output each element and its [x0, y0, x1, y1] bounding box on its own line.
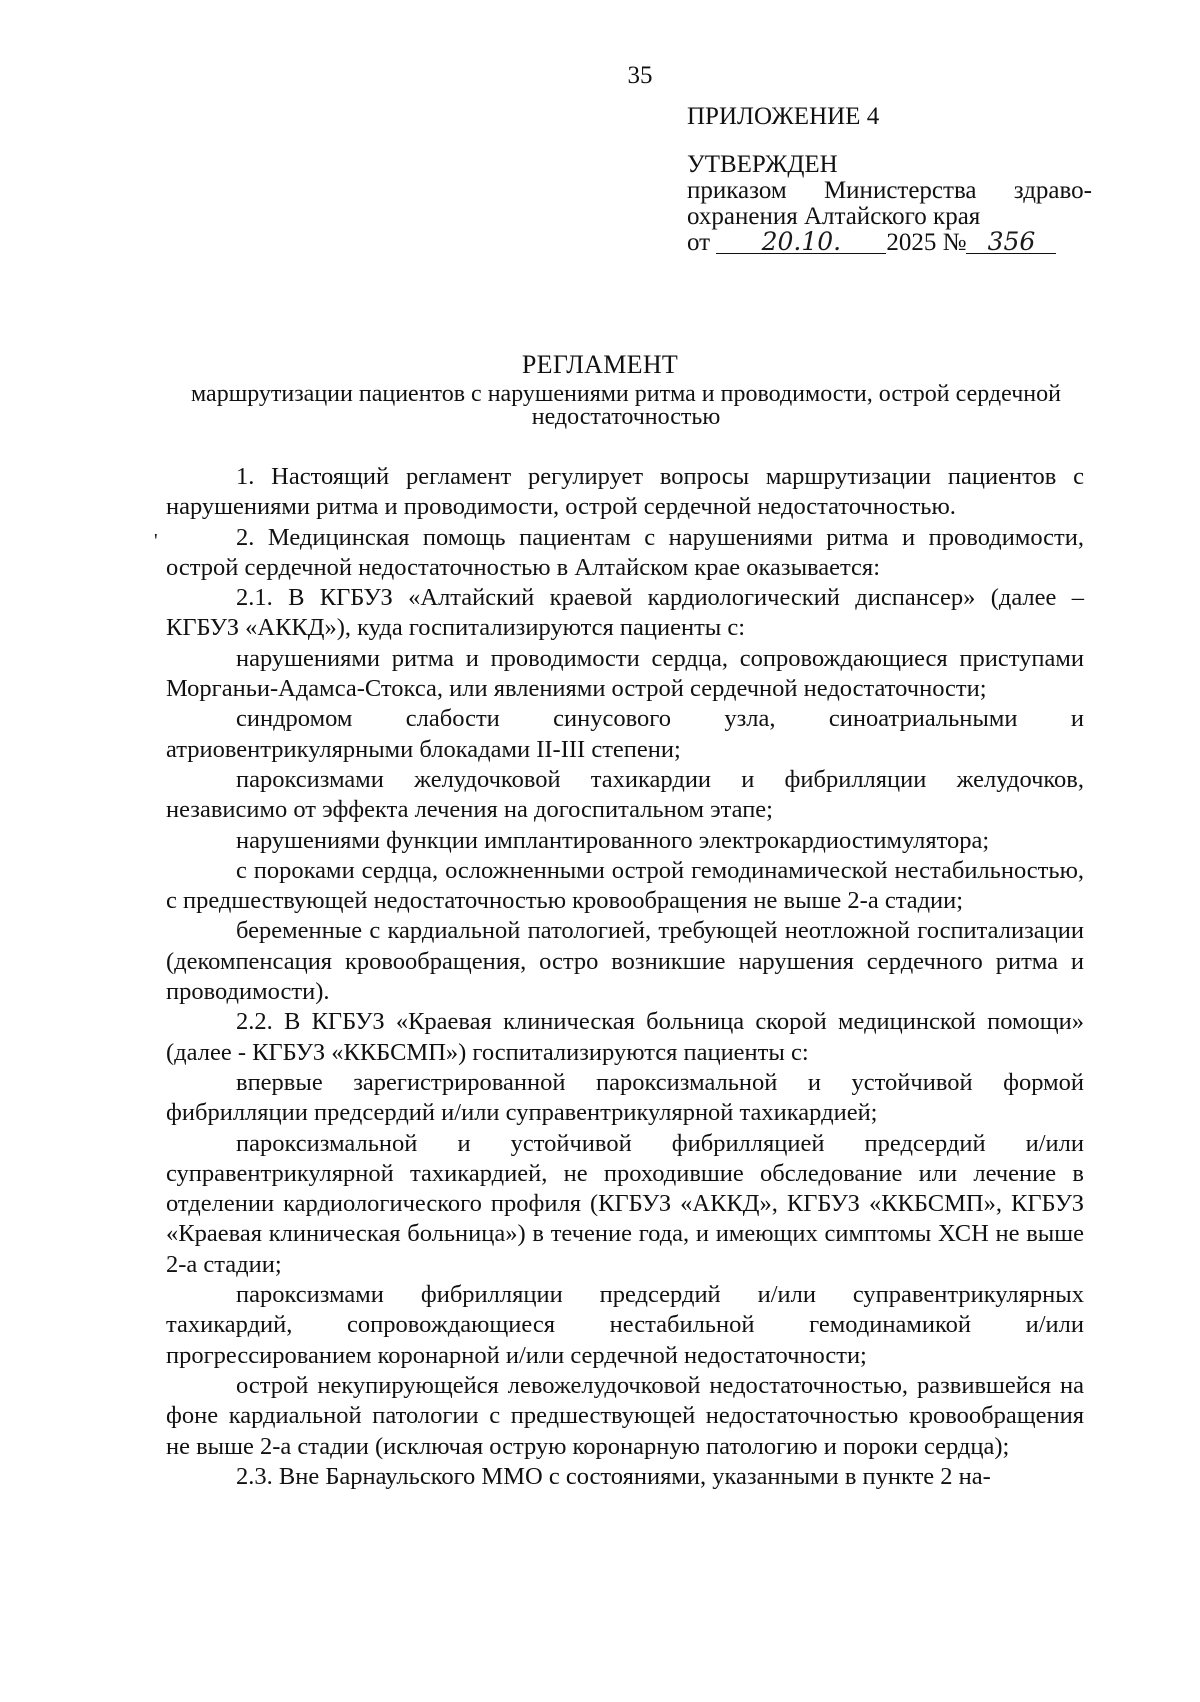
paragraph: 2.2. В КГБУЗ «Краевая клиническая больница скорой медицинской помощи» (далее - КГБУЗ «ККБСМП») госпитализируются пациенты с:	[166, 1008, 1084, 1066]
paragraph: 2.1. В КГБУЗ «Алтайский краевой кардиологический диспансер» (далее – КГБУЗ «АККД»), куда госпитализируются пациенты с:	[166, 584, 1084, 642]
order-year: 2025	[886, 229, 937, 256]
order-date-line	[687, 227, 1092, 256]
paragraph: беременные с кардиальной патологией, требующей неотложной госпитализации (декомпенсация кровообращения, остро возникшие нарушения сердечного ритма и проводимости).	[166, 917, 1084, 1006]
paragraph: с пороками сердца, осложненными острой гемодинамической нестабильностью, с предшествующей недостаточностью кровообращения не выше 2-а стадии;	[166, 856, 1084, 915]
number-sign: №	[942, 229, 967, 256]
paragraph: пароксизмами желудочковой тахикардии и фибрилляции желудочков, независимо от эффекта лечения на догоспитальном этапе;	[166, 765, 1084, 824]
approved-by-word-2: Министерства	[823, 177, 977, 204]
approved-heading: УТВЕРЖДЕН	[687, 151, 838, 178]
page-number: 35	[627, 62, 653, 89]
paragraph: синдромом слабости синусового узла, синоатриальными и атриовентрикулярными блокадами II-III степени;	[166, 705, 1084, 763]
stray-mark: '	[154, 530, 158, 552]
paragraph: 1. Настоящий регламент регулирует вопросы маршрутизации пациентов с нарушениями ритма и проводимости, острой сердечной недостаточностью.	[166, 463, 1084, 521]
body-text	[166, 462, 1084, 1492]
paragraph: нарушениями ритма и проводимости сердца, сопровождающиеся приступами Морганьи-Адамса-Стокса, или явлениями острой сердечной недостаточности;	[166, 644, 1084, 703]
paragraph: острой некупирующейся левожелудочковой недостаточностью, развившейся на фоне кардиальной патологии с предшествующей недостаточностью кровообращения не выше 2-а стадии (исключая острую коронарную патологию и пороки сердца);	[166, 1371, 1084, 1460]
paragraph: впервые зарегистрированной пароксизмальной и устойчивой формой фибрилляции предсердий и/или суправентрикулярной тахикардией;	[166, 1068, 1084, 1127]
handwritten-date: 20.10.	[716, 231, 886, 254]
approved-by-word-3: здраво-	[1013, 177, 1092, 204]
paragraph: пароксизмальной и устойчивой фибрилляцией предсердий и/или суправентрикулярной тахикардией, не проходившие обследование или лечение в отделении кардиологического профиля (КГБУЗ «АККД», КГБУЗ «ККБСМП», КГБУЗ «Краевая клиническая больница») в течение года, и имеющих симптомы ХСН не выше 2-а стадии;	[166, 1129, 1084, 1278]
document-title: РЕГЛАМЕНТ	[521, 350, 679, 379]
date-prefix: от	[687, 229, 711, 256]
paragraph: 2. Медицинская помощь пациентам с нарушениями ритма и проводимости, острой сердечной недостаточностью в Алтайском крае оказывается:	[166, 523, 1084, 581]
paragraph: пароксизмами фибрилляции предсердий и/или суправентрикулярных тахикардий, сопровождающиеся нестабильной гемодинамикой и/или прогрессированием коронарной и/или сердечной недостаточности;	[166, 1281, 1084, 1369]
handwritten-order-number: 356	[966, 231, 1056, 254]
paragraph: нарушениями функции имплантированного электрокардиостимулятора;	[236, 826, 990, 854]
approved-by-line-1	[687, 178, 1092, 204]
appendix-title: ПРИЛОЖЕНИЕ 4	[687, 103, 880, 130]
paragraph: 2.3. Вне Барнаульского ММО с состояниями, указанными в пункте 2 на-	[236, 1462, 991, 1490]
approved-by-line-2: охранения Алтайского края	[687, 203, 981, 230]
approved-by-word-1: приказом	[687, 177, 787, 204]
approval-block	[687, 104, 1092, 256]
document-subtitle: маршрутизации пациентов с нарушениями ритма и проводимости, острой сердечной недостаточностью	[191, 381, 1061, 430]
